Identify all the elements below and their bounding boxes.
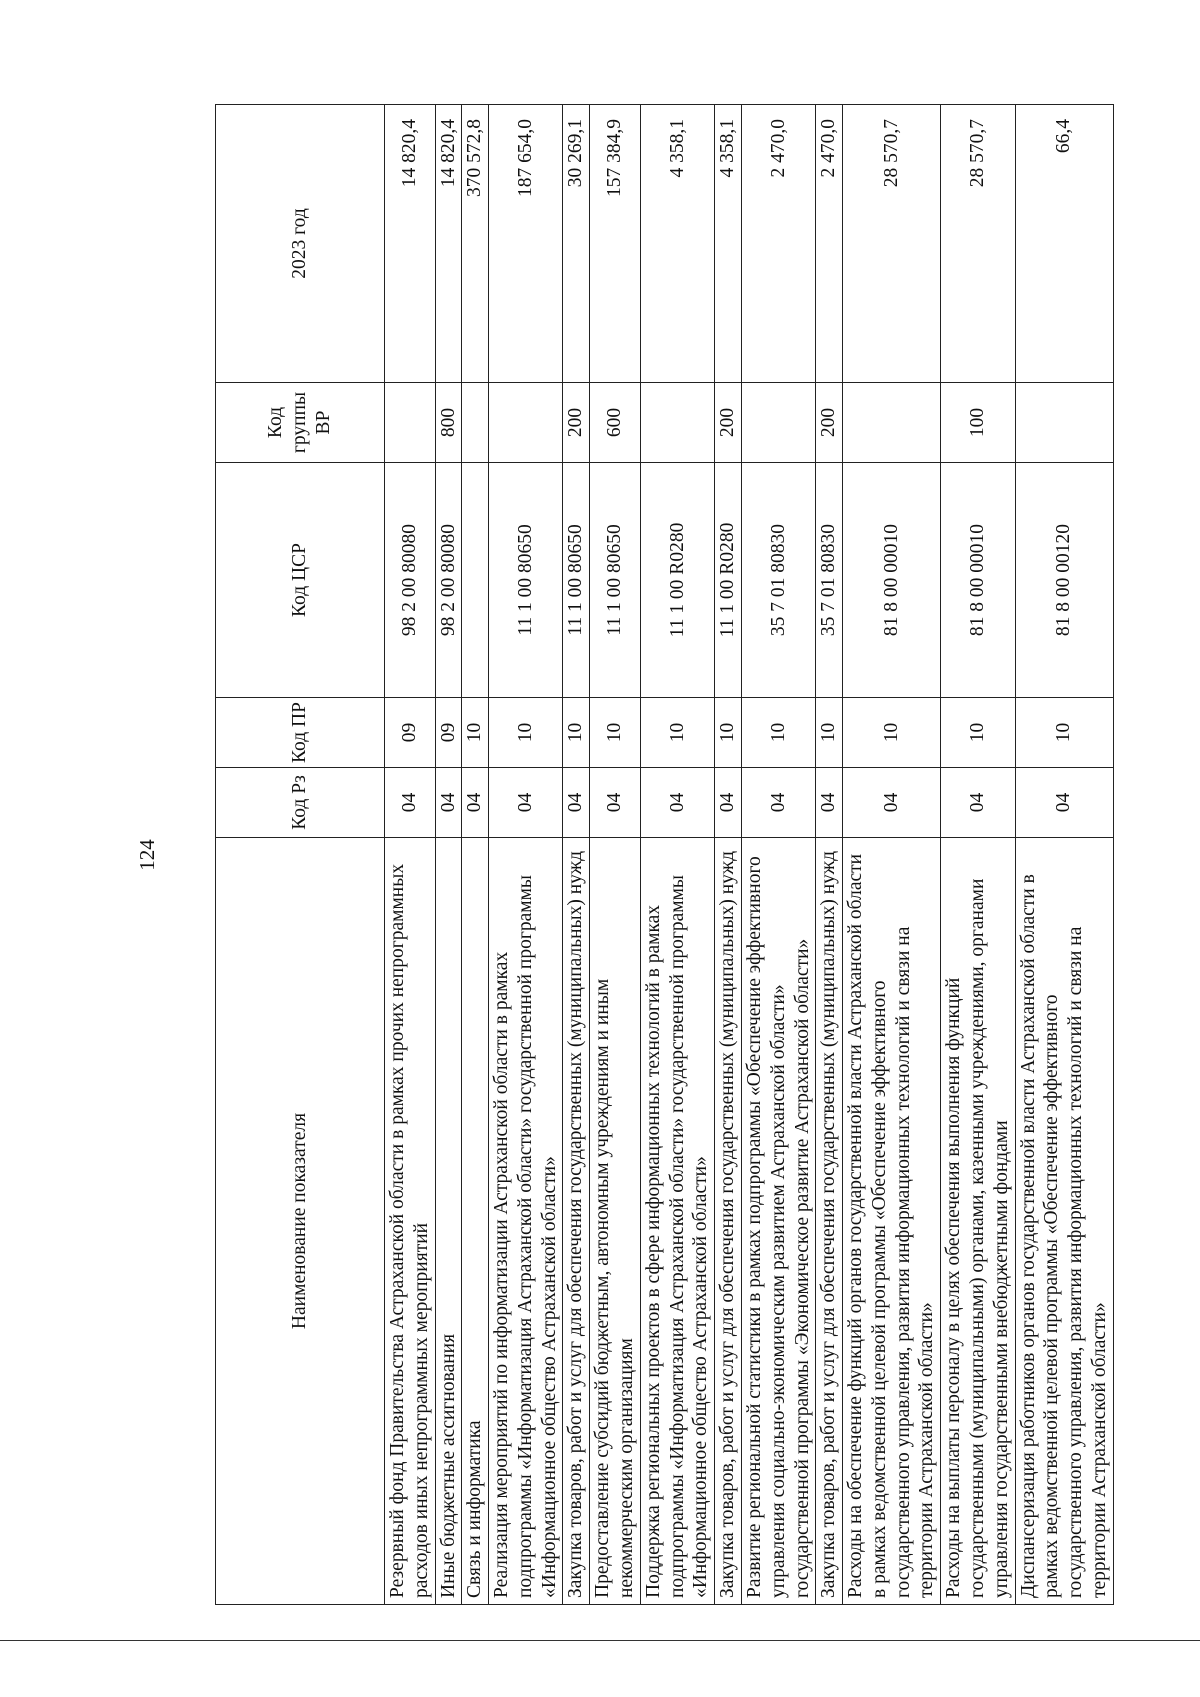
table-row <box>462 105 489 1605</box>
row-vr: 800 <box>435 383 462 463</box>
header-pr: Код ПР <box>216 698 385 768</box>
row-name: Предоставление субсидий бюджетным, автономным учреждениям и иным некоммерческим организациям <box>590 838 641 1605</box>
row-name: Поддержка региональных проектов в сфере информационных технологий в рамках подпрограммы «Информатизация Астраханской области» государственной программы «Информационное общество Астраханской области» <box>640 838 714 1605</box>
row-rz: 04 <box>489 768 563 838</box>
row-rz: 04 <box>741 768 815 838</box>
row-amount: 157 384,9 <box>590 105 641 383</box>
row-pr: 10 <box>941 698 1015 768</box>
row-name: Расходы на обеспечение функций органов государственной власти Астраханской области в рамках ведомственной целевой программы «Обеспечение эффективного государственного управления, развития информационных технологий и связи на территории Астраханской области» <box>843 838 941 1605</box>
row-vr: 600 <box>590 383 641 463</box>
row-rz: 04 <box>640 768 714 838</box>
row-vr <box>741 383 815 463</box>
row-pr: 10 <box>816 698 843 768</box>
row-csr: 11 1 00 80650 <box>590 463 641 698</box>
row-rz: 04 <box>590 768 641 838</box>
row-vr <box>489 383 563 463</box>
row-amount: 14 820,4 <box>435 105 462 383</box>
row-csr: 98 2 00 80080 <box>435 463 462 698</box>
table-row <box>741 105 815 1605</box>
row-name: Диспансеризация работников органов государственной власти Астраханской области в рамках ведомственной целевой программы «Обеспечение эффективного государственного управления, развития информационных технологий и связи на территории Астраханской области» <box>1015 838 1113 1605</box>
row-pr: 10 <box>715 698 742 768</box>
header-name: Наименование показателя <box>216 838 385 1605</box>
row-amount: 66,4 <box>1015 105 1113 383</box>
row-name: Расходы на выплаты персоналу в целях обеспечения выполнения функций государственными (муниципальными) органами, казенными учреждениями, органами управления государственными внебюджетными фондами <box>941 838 1015 1605</box>
row-rz: 04 <box>1015 768 1113 838</box>
table-row <box>563 105 590 1605</box>
table-row <box>385 105 436 1605</box>
row-csr: 81 8 00 00120 <box>1015 463 1113 698</box>
row-csr: 11 1 00 80650 <box>489 463 563 698</box>
row-rz: 04 <box>715 768 742 838</box>
row-rz: 04 <box>563 768 590 838</box>
row-vr: 200 <box>715 383 742 463</box>
row-name: Развитие региональной статистики в рамках подпрограммы «Обеспечение эффективного управления социально-экономическим развитием Астраханской области» государственной программы «Экономическое развитие Астраханской области» <box>741 838 815 1605</box>
row-rz: 04 <box>462 768 489 838</box>
row-amount: 2 470,0 <box>741 105 815 383</box>
row-amount: 30 269,1 <box>563 105 590 383</box>
row-vr: 100 <box>941 383 1015 463</box>
table-row <box>816 105 843 1605</box>
row-amount: 28 570,7 <box>941 105 1015 383</box>
row-csr <box>462 463 489 698</box>
rotated-page <box>135 105 1110 1605</box>
row-name: Реализация мероприятий по информатизации Астраханской области в рамках подпрограммы «Информатизация Астраханской области» государственной программы «Информационное общество Астраханской области» <box>489 838 563 1605</box>
row-pr: 10 <box>563 698 590 768</box>
row-csr: 81 8 00 00010 <box>941 463 1015 698</box>
row-rz: 04 <box>816 768 843 838</box>
table-row <box>640 105 714 1605</box>
row-pr: 10 <box>1015 698 1113 768</box>
row-vr <box>462 383 489 463</box>
table-row <box>590 105 641 1605</box>
row-csr: 35 7 01 80830 <box>816 463 843 698</box>
row-pr: 10 <box>640 698 714 768</box>
row-name: Закупка товаров, работ и услуг для обеспечения государственных (муниципальных) нужд <box>563 838 590 1605</box>
row-pr: 10 <box>489 698 563 768</box>
row-rz: 04 <box>385 768 436 838</box>
row-pr: 10 <box>462 698 489 768</box>
row-vr <box>843 383 941 463</box>
header-csr: Код ЦСР <box>216 463 385 698</box>
row-name: Закупка товаров, работ и услуг для обеспечения государственных (муниципальных) нужд <box>715 838 742 1605</box>
row-name: Резервный фонд Правительства Астраханской области в рамках прочих непрограммных расходов иных непрограммных мероприятий <box>385 838 436 1605</box>
row-amount: 4 358,1 <box>640 105 714 383</box>
row-pr: 09 <box>435 698 462 768</box>
row-rz: 04 <box>435 768 462 838</box>
row-pr: 09 <box>385 698 436 768</box>
budget-table <box>215 104 1114 1605</box>
row-amount: 370 572,8 <box>462 105 489 383</box>
row-amount: 187 654,0 <box>489 105 563 383</box>
row-pr: 10 <box>843 698 941 768</box>
row-rz: 04 <box>843 768 941 838</box>
row-name: Иные бюджетные ассигнования <box>435 838 462 1605</box>
page-number: 124 <box>135 839 159 871</box>
bottom-divider <box>0 1640 1200 1641</box>
table-row <box>1015 105 1113 1605</box>
row-vr: 200 <box>563 383 590 463</box>
header-rz: Код Рз <box>216 768 385 838</box>
table-row <box>489 105 563 1605</box>
table-row <box>435 105 462 1605</box>
row-csr: 11 1 00 R0280 <box>640 463 714 698</box>
row-csr: 11 1 00 80650 <box>563 463 590 698</box>
row-amount: 14 820,4 <box>385 105 436 383</box>
row-csr: 35 7 01 80830 <box>741 463 815 698</box>
row-csr: 98 2 00 80080 <box>385 463 436 698</box>
row-vr <box>640 383 714 463</box>
table-row <box>941 105 1015 1605</box>
row-name: Связь и информатика <box>462 838 489 1605</box>
row-vr <box>385 383 436 463</box>
row-pr: 10 <box>741 698 815 768</box>
row-pr: 10 <box>590 698 641 768</box>
table-header-row <box>216 105 385 1605</box>
row-amount: 4 358,1 <box>715 105 742 383</box>
table-row <box>715 105 742 1605</box>
row-vr: 200 <box>816 383 843 463</box>
row-name: Закупка товаров, работ и услуг для обеспечения государственных (муниципальных) нужд <box>816 838 843 1605</box>
header-vr: Код группы ВР <box>216 383 385 463</box>
row-amount: 2 470,0 <box>816 105 843 383</box>
table-row <box>843 105 941 1605</box>
header-2023: 2023 год <box>216 105 385 383</box>
row-vr <box>1015 383 1113 463</box>
row-amount: 28 570,7 <box>843 105 941 383</box>
row-csr: 11 1 00 R0280 <box>715 463 742 698</box>
row-rz: 04 <box>941 768 1015 838</box>
row-csr: 81 8 00 00010 <box>843 463 941 698</box>
